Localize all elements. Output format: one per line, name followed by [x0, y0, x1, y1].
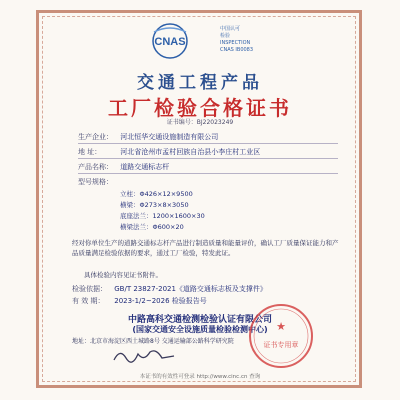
certificate-number: 证书编号：BJ22023249	[166, 119, 234, 126]
certificate-footer: 本证书的有效性可登录 http://www.cinc.cn 查询	[139, 374, 261, 380]
spec-item: 立柱：Φ426×12×9500	[120, 190, 193, 198]
cnas-logo	[146, 22, 252, 62]
applicant-value: 河北恒华交通设施制造有限公司	[120, 133, 219, 141]
seal-text: 证书专用章	[263, 341, 299, 349]
issuer-name: 中路高科交通检测检验认证有限公司	[127, 315, 272, 325]
basis-label: 检验依据：	[72, 285, 107, 293]
spec-item: 横梁法兰：Φ600×20	[120, 223, 184, 231]
address-value: 河北省沧州市孟村回族自治县小李庄村工业区	[120, 148, 261, 156]
detail-text: 具体检验内容见证书附件。	[84, 271, 162, 279]
applicant-label: 生产企业：	[78, 133, 113, 141]
product-row	[78, 162, 338, 174]
issuer-address: 地址：北京市海淀区西土城路8号 交通运输部公路科学研究院	[72, 338, 234, 345]
logo-line: 检验	[220, 33, 231, 39]
product-label: 产品名称：	[78, 163, 113, 171]
address-label: 地 址：	[78, 148, 102, 156]
applicant-row	[78, 132, 338, 144]
model-label: 型号规格：	[78, 178, 113, 186]
basis-value: GB/T 23827-2021《道路交通标志板及支撑件》	[114, 285, 267, 293]
cnas-badge-icon	[146, 22, 194, 60]
signature-mark	[110, 344, 180, 366]
svg-text:★: ★	[276, 320, 286, 333]
official-seal	[247, 302, 315, 370]
cnas-badge-text: CNAS	[154, 36, 186, 48]
certificate-title: 交通工程产品	[137, 73, 263, 93]
logo-line: CNAS IB0083	[220, 47, 254, 53]
certificate-subtitle: 工厂检验合格证书	[108, 96, 292, 120]
model-row	[78, 177, 338, 187]
logo-line: 中国认可	[220, 26, 241, 32]
address-row	[78, 147, 338, 159]
period-label: 有 效 期：	[72, 297, 105, 305]
logo-line: INSPECTION	[220, 40, 251, 46]
product-value: 道路交通标志杆	[120, 163, 170, 171]
period-value: 2023-1/2~2026 检验报告号	[114, 297, 207, 305]
spec-item: 横梁：Φ273×8×3050	[120, 201, 189, 209]
cnas-logo-text	[220, 26, 280, 54]
issuer-subname: (国家交通安全设施质量检验检测中心)	[132, 325, 268, 334]
basis-row	[72, 284, 332, 294]
certificate-body-text: 经对你单位生产的道路交通标志杆产品进行制造质量和能量评价，确认工厂质量保证能力和产品质量满足检验依据的要求，通过工厂检验，特发此证。	[72, 239, 339, 257]
spec-item: 底座法兰：1200×1600×30	[120, 212, 205, 220]
